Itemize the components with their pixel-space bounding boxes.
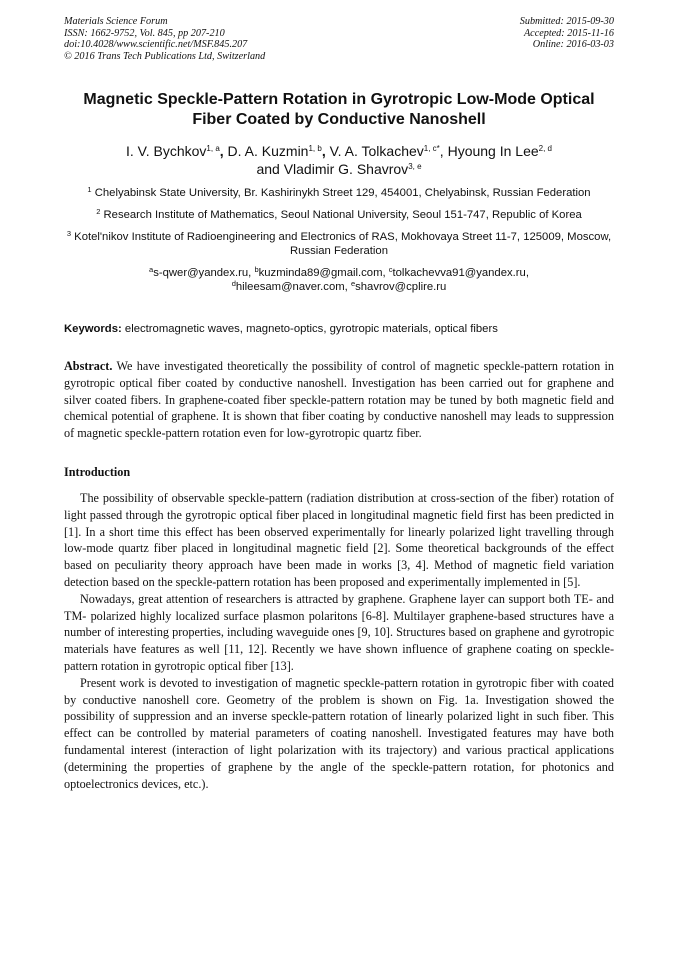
email[interactable]: $^c$tolkachevva91@yandex.ru (388, 265, 526, 279)
journal-info (64, 16, 265, 62)
abstract (64, 358, 614, 442)
journal-header (64, 16, 614, 62)
journal-issn: ISSN: 1662-9752, Vol. 845, pp 207-210 (64, 27, 225, 39)
email-list: $^a$s-qwer@yandex.ru, $^b$kuzminda89@gmail.com, $^c$tolkachevva91@yandex.ru, $^d$hileesam@naver.com, $^e$shavrov@cplire.ru (149, 265, 529, 293)
author: I. V. Bychkov$^{1, a}$, (126, 143, 228, 159)
accepted-date: Accepted: 2015-11-16 (523, 27, 614, 39)
email[interactable]: $^d$hileesam@naver.com (231, 279, 345, 293)
intro-paragraph-2: Nowadays, great attention of researchers is attracted by graphene. Graphene layer can support both TE- and TM- polarized highly localized surface plasmon polaritons [6-8]. Multilayer graphene-based structures have a number of interesting properties, including waveguide ones [9, 10]. Structures based on graphene and gyrotropic materials have features as well [11, 12]. Recently we have shown influence of graphene coating on speckle-pattern rotation in gyrotropic optical fiber [13]. (64, 591, 614, 673)
email[interactable]: $^a$s-qwer@yandex.ru (149, 265, 249, 279)
abstract-label: Abstract. (64, 359, 113, 373)
keywords-text: electromagnetic waves, magneto-optics, gyrotropic materials, optical fibers (124, 323, 498, 335)
author: and Vladimir G. Shavrov$^{3, e}$ (256, 160, 422, 177)
author: D. A. Kuzmin$^{1, b}$, (227, 143, 330, 159)
affiliation-2: $^2$ Research Institute of Mathematics, Seoul National University, Seoul 151-747, Republic of Korea (96, 207, 582, 221)
paper-title: Magnetic Speckle-Pattern Rotation in Gyrotropic Low-Mode Optical Fiber Coated by Conductive Nanoshell (83, 91, 595, 128)
intro-paragraph-3: Present work is devoted to investigation of magnetic speckle-pattern rotation in gyrotropic fiber with coated by conductive nanoshell core. Geometry of the problem is shown on Fig. 1a. Investigation showed the possibility of suppression and an inverse speckle-pattern rotation of linearly polarized light in such fiber. This effect can be controlled by material parameters of coating nanoshell. Investigated features may have both fundamental interest (interaction of light polarization with its trajectory) and various practical applications (determining the properties of graphene by the angle of the speckle-pattern rotation, for photonics and optoelectronics devices, etc.). (64, 675, 614, 791)
journal-name: Materials Science Forum (64, 16, 168, 27)
submission-dates (520, 16, 614, 62)
email[interactable]: $^b$kuzminda89@gmail.com (254, 265, 383, 279)
author-list (64, 143, 614, 178)
affiliation-1: $^1$ Chelyabinsk State University, Br. Kashirinykh Street 129, 454001, Chelyabinsk, Russian Federation (87, 185, 591, 199)
keywords (64, 322, 614, 336)
author: Hyoung In Lee$^{2, d}$ (447, 143, 552, 159)
journal-copyright: © 2016 Trans Tech Publications Ltd, Switzerland (64, 50, 266, 62)
section-heading-introduction: Introduction (64, 464, 131, 479)
submitted-date: Submitted: 2015-09-30 (519, 16, 614, 27)
journal-doi: doi:10.4028/www.scientific.net/MSF.845.207 (64, 39, 248, 50)
email[interactable]: $^e$shavrov@cplire.ru (350, 279, 447, 293)
online-date: Online: 2016-03-03 (532, 39, 614, 50)
author: V. A. Tolkachev$^{1, c*}$, (329, 143, 448, 159)
affiliation-3: $^3$ Kotel'nikov Institute of Radioengineering and Electronics of RAS, Mokhovaya Street 11-7, 125009, Moscow, Russian Federation (66, 229, 612, 257)
intro-paragraph-1: The possibility of observable speckle-pattern (radiation distribution at cross-section of the fiber) rotation of light passed through the gyrotropic optical fiber placed in longitudinal magnetic field first has been predicted in [1]. In a short time this effect has been observed experimentally for linearly polarized light travelling through low-mode quartz fiber placed in longitudinal magnetic field [2]. Some theoretical backgrounds of the effect based on peculiarity theory approach have been made in works [3, 4]. Method of magnetic field variation detection based on the speckle-pattern rotation has been proposed and experimentally implemented in [5]. (64, 490, 614, 589)
abstract-text: We have investigated theoretically the possibility of control of magnetic speckle-pattern rotation in gyrotropic optical fiber coated by conductive nanoshell. Investigation has been carried out for graphene and silver coated fibers. In graphene-coated fiber speckle-pattern rotation may be tuned by both magnetic field and chemical potential of graphene. It is shown that fiber coating by conductive nanoshell may leads to suppression of magnetic speckle-pattern rotation even for low-gyrotropic quartz fiber. (64, 359, 614, 441)
keywords-label: Keywords: (64, 323, 122, 335)
